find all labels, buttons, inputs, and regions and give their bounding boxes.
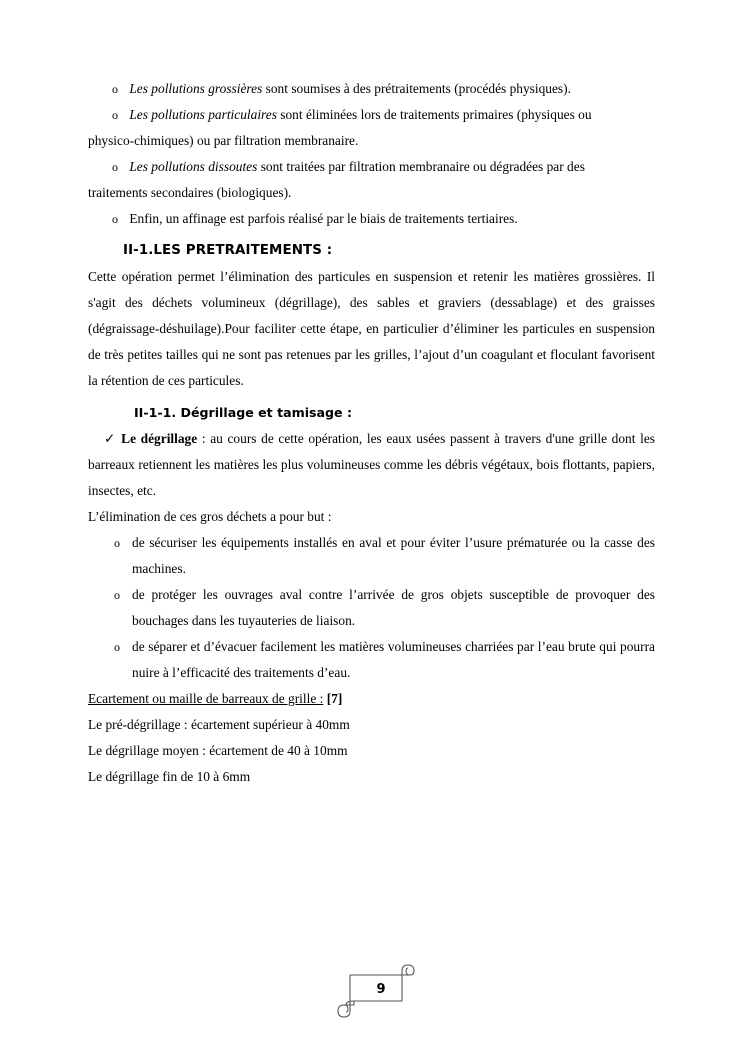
- goal-text: de sécuriser les équipements installés en aval et pour éviter l’usure prématurée ou la casse des machines.: [132, 535, 655, 576]
- check-icon: ✓: [104, 431, 117, 446]
- list-item: [88, 76, 655, 102]
- bullet-marker: o: [112, 82, 118, 96]
- spacing-title-line: [88, 686, 655, 712]
- bullet-text: sont éliminées lors de traitements primaires (physiques ou: [276, 107, 592, 122]
- bullet-marker: o: [114, 640, 120, 654]
- list-item: [88, 206, 655, 232]
- bullet-marker: o: [114, 536, 120, 550]
- bullet-italic: Les pollutions grossières: [129, 81, 263, 96]
- bullet-italic: Les pollutions dissoutes: [129, 159, 258, 174]
- goal-intro: L’élimination de ces gros déchets a pour but :: [88, 509, 332, 524]
- list-item: [88, 582, 655, 634]
- list-item: [88, 530, 655, 582]
- bullet-continuation: physico-chimiques) ou par filtration membranaire.: [88, 133, 359, 148]
- bullet-italic: Les pollutions particulaires: [129, 107, 277, 122]
- list-item: [88, 634, 655, 686]
- bullet-marker: o: [112, 108, 118, 122]
- subsection-heading: II-1-1. Dégrillage et tamisage :: [134, 405, 353, 420]
- spacing-title: Ecartement ou maille de barreaux de grille :: [88, 691, 324, 706]
- spacing-line: Le dégrillage fin de 10 à 6mm: [88, 769, 251, 784]
- goal-text: de protéger les ouvrages aval contre l’arrivée de gros objets susceptible de provoquer des bouchages dans les tuyauteries de liaison.: [132, 587, 655, 628]
- spacing-line: Le dégrillage moyen : écartement de 40 à 10mm: [88, 743, 348, 758]
- section-heading: II-1.LES PRETRAITEMENTS :: [123, 243, 333, 258]
- check-paragraph: [88, 426, 655, 504]
- bullet-text: Enfin, un affinage est parfois réalisé par le biais de traitements tertiaires.: [129, 211, 518, 226]
- bullet-marker: o: [112, 212, 118, 226]
- bullet-marker: o: [114, 588, 120, 602]
- bullet-text: sont soumises à des prétraitements (procédés physiques).: [262, 81, 571, 96]
- citation-ref: [7]: [326, 691, 343, 706]
- bullet-text: sont traitées par filtration membranaire ou dégradées par des: [257, 159, 585, 174]
- bullet-continuation: traitements secondaires (biologiques).: [88, 185, 292, 200]
- page-number: 9: [376, 982, 386, 997]
- check-text: : au cours de cette opération, les eaux usées passent à travers d'une grille dont les barreaux retiennent les matières les plus volumineuses comme les débris végétaux, bois flottants, papiers, insectes, etc.: [88, 431, 655, 498]
- check-term: Le dégrillage: [121, 431, 198, 446]
- bullet-marker: o: [112, 160, 118, 174]
- section-paragraph: Cette opération permet l’élimination des particules en suspension et retenir les matières grossières. Il s'agit des déchets volumineux (dégrillage), des sables et graviers (dessablage) et des graisses (dégraissage-déshuilage).Pour faciliter cette étape, en particulier d’éliminer les particules en suspension de très petites tailles qui ne sont pas retenues par les grilles, l’ajout d’un coagulant et floculant favorisent la rétention de ces particules.: [88, 269, 655, 388]
- goal-text: de séparer et d’évacuer facilement les matières volumineuses charriées par l’eau brute qui pourra nuire à l’efficacité des traitements d’eau.: [132, 639, 655, 680]
- spacing-line: Le pré-dégrillage : écartement supérieur à 40mm: [88, 717, 350, 732]
- list-item: [88, 102, 655, 128]
- page-content: [88, 76, 655, 790]
- list-item: [88, 154, 655, 180]
